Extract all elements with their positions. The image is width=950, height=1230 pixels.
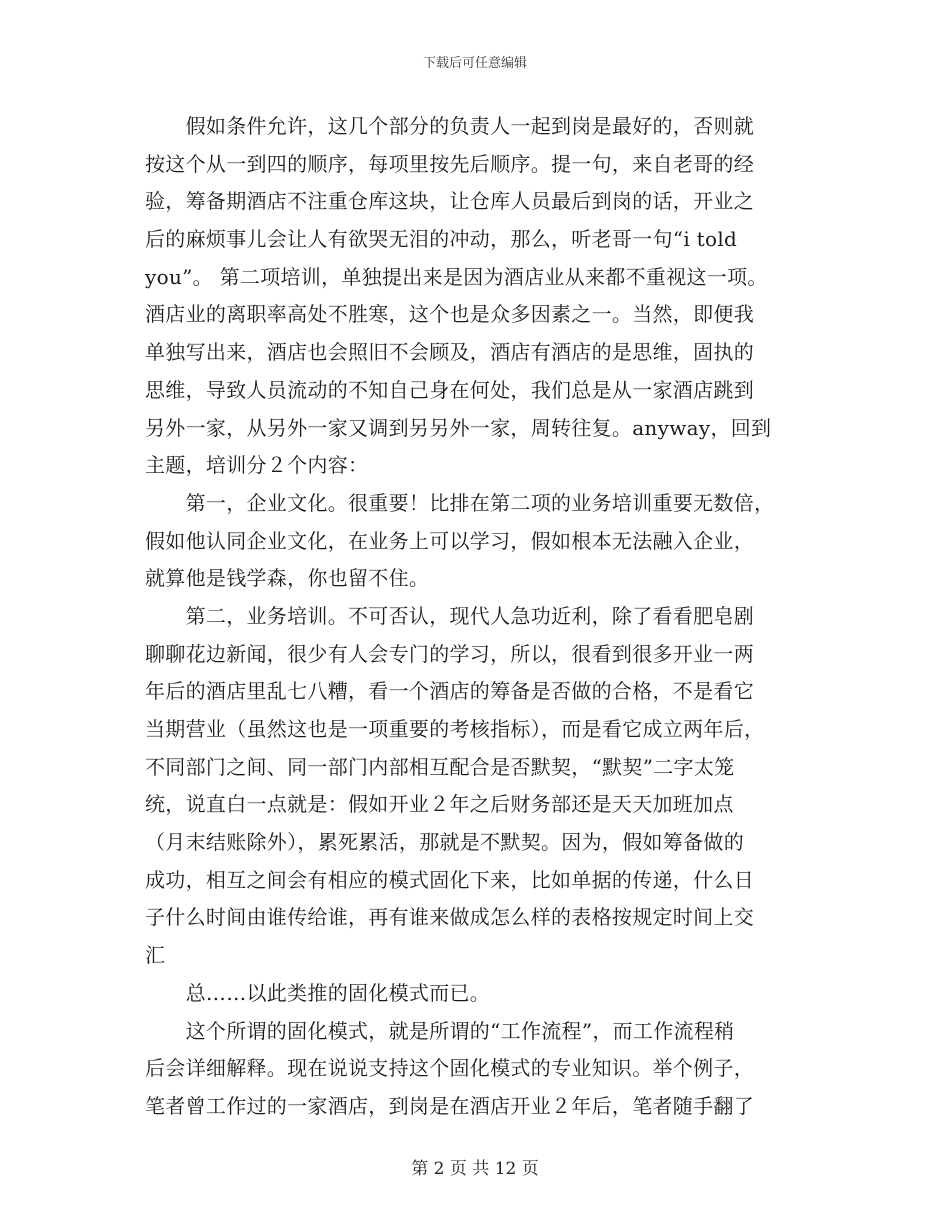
text-line: 酒店业的离职率高处不胜寒，这个也是众多因素之一。当然，即便我 xyxy=(145,302,754,327)
text-line: （月末结账除外），累死累活，那就是不默契。因为，假如筹备做的 xyxy=(145,830,744,855)
text-line: 成功，相互之间会有相应的模式固化下来，比如单据的传递，什么日 xyxy=(145,867,754,892)
text-line: 按这个从一到四的顺序，每项里按先后顺序。提一句，来自老哥的经 xyxy=(145,151,754,176)
text-line: 就算他是钱学森，你也留不住。 xyxy=(145,566,430,591)
text-line: 后的麻烦事儿会让人有欲哭无泪的冲动，那么，听老哥一句“i told xyxy=(145,227,738,252)
text-line: 第一，企业文化。很重要！比排在第二项的业务培训重要无数倍， xyxy=(145,490,775,515)
text-line: 假如他认同企业文化，在业务上可以学习，假如根本无法融入企业， xyxy=(145,528,754,553)
text-line: 单独写出来，酒店也会照旧不会顾及，酒店有酒店的是思维，固执的 xyxy=(145,340,754,365)
text-line: 这个所谓的固化模式，就是所谓的“工作流程”，而工作流程稍 xyxy=(145,1018,735,1043)
text-line: 验，筹备期酒店不注重仓库这块，让仓库人员最后到岗的话，开业之 xyxy=(145,189,754,214)
text-line: 汇 xyxy=(145,943,166,968)
text-line: you”。 第二项培训，单独提出来是因为酒店业从来都不重视这一项。 xyxy=(145,264,768,289)
text-line: 子什么时间由谁传给谁，再有谁来做成怎么样的表格按规定时间上交 xyxy=(145,905,754,930)
text-line: 假如条件允许，这几个部分的负责人一起到岗是最好的，否则就 xyxy=(145,114,754,138)
text-line: 第二，业务培训。不可否认，现代人急功近利，除了看看肥皂剧 xyxy=(145,603,754,628)
text-line: 总……以此类推的固化模式而已。 xyxy=(145,980,491,1005)
text-line: 年后的酒店里乱七八糟，看一个酒店的筹备是否做的合格，不是看它 xyxy=(145,679,754,704)
text-line: 聊聊花边新闻，很少有人会专门的学习，所以，很看到很多开业一两 xyxy=(145,641,754,666)
text-line: 当期营业（虽然这也是一项重要的考核指标），而是看它成立两年后， xyxy=(145,717,765,741)
text-line: 主题，培训分２个内容： xyxy=(145,453,369,478)
text-line: 后会详细解释。现在说说支持这个固化模式的专业知识。举个例子， xyxy=(145,1056,754,1081)
page-footer: 第 2 页 共 12 页 xyxy=(411,1159,539,1179)
text-line: 统，说直白一点就是：假如开业２年之后财务部还是天天加班加点 xyxy=(145,792,734,817)
page-header: 下载后可任意编辑 xyxy=(422,56,527,71)
text-line: 笔者曾工作过的一家酒店，到岗是在酒店开业２年后，笔者随手翻了 xyxy=(145,1093,754,1118)
text-line: 另外一家，从另外一家又调到另另外一家，周转往复。anyway，回到 xyxy=(145,415,772,440)
text-line: 不同部门之间、同一部门内部相互配合是否默契，“默契”二字太笼 xyxy=(145,754,735,779)
document-body xyxy=(145,108,805,1126)
text-line: 思维，导致人员流动的不知自己身在何处，我们总是从一家酒店跳到 xyxy=(145,377,754,402)
